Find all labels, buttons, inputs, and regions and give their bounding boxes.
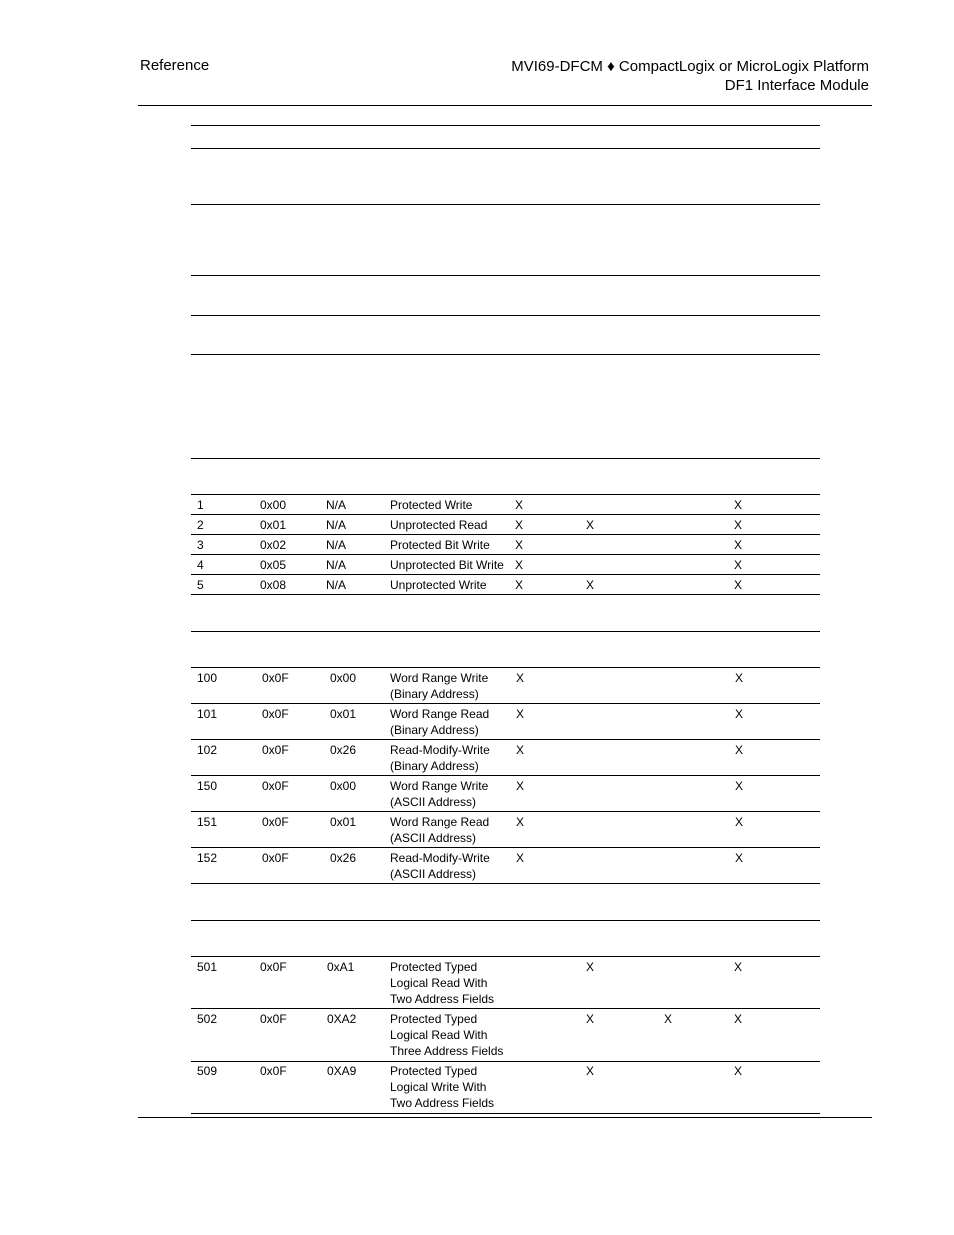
table-rule: [191, 534, 820, 535]
support-mark: X: [516, 779, 525, 793]
command-name: Protected Typed Logical Read With Three Address Fields: [390, 1012, 504, 1058]
command-name: Word Range Write (Binary Address): [390, 671, 489, 701]
command-code: 0x08: [260, 578, 287, 592]
table-rule: [191, 847, 820, 848]
function-code: 0XA2: [327, 1012, 357, 1026]
support-mark: X: [516, 851, 525, 865]
command-name: Unprotected Read: [390, 518, 488, 532]
function-code: N/A: [326, 558, 347, 572]
support-mark: X: [516, 815, 525, 829]
support-mark: X: [586, 1064, 595, 1078]
footer-rule: [138, 1117, 872, 1118]
table-rule: [191, 811, 820, 812]
table-rule: [191, 275, 820, 276]
command-number: 502: [197, 1012, 218, 1026]
command-name: Unprotected Write: [390, 578, 487, 592]
command-code: 0x00: [260, 498, 287, 512]
support-mark: X: [735, 815, 744, 829]
function-code: 0XA9: [327, 1064, 357, 1078]
command-code: 0x02: [260, 538, 287, 552]
table-rule: [191, 514, 820, 515]
command-code: 0x05: [260, 558, 287, 572]
support-mark: X: [734, 558, 743, 572]
product-title: MVI69-DFCM ♦ CompactLogix or MicroLogix Platform: [511, 58, 869, 75]
table-rule: [191, 667, 820, 668]
support-mark: X: [734, 538, 743, 552]
support-mark: X: [515, 498, 524, 512]
support-mark: X: [735, 779, 744, 793]
table-rule: [191, 631, 820, 632]
support-mark: X: [735, 707, 744, 721]
command-code: 0x0F: [262, 743, 289, 757]
table-rule: [191, 739, 820, 740]
support-mark: X: [734, 578, 743, 592]
document-title: [511, 57, 869, 95]
command-name: Word Range Read (ASCII Address): [390, 815, 490, 845]
command-code: 0x0F: [260, 1012, 287, 1026]
support-mark: X: [586, 1012, 595, 1026]
support-mark: X: [515, 538, 524, 552]
command-name: Protected Bit Write: [390, 538, 490, 552]
command-name: Read-Modify-Write (ASCII Address): [390, 851, 490, 881]
command-number: 101: [197, 707, 218, 721]
function-code: 0xA1: [327, 960, 355, 974]
command-code: 0x0F: [262, 779, 289, 793]
command-code: 0x0F: [262, 671, 289, 685]
support-mark: X: [734, 518, 743, 532]
support-mark: X: [734, 960, 743, 974]
header-rule: [138, 105, 872, 106]
command-name: Protected Typed Logical Read With Two Address Fields: [390, 960, 495, 1006]
support-mark: X: [664, 1012, 673, 1026]
command-number: 5: [197, 578, 204, 592]
function-code: N/A: [326, 498, 347, 512]
table-rule: [191, 148, 820, 149]
function-code: N/A: [326, 518, 347, 532]
support-mark: X: [586, 518, 595, 532]
command-number: 150: [197, 779, 218, 793]
command-name: Protected Write: [390, 498, 473, 512]
function-code: 0x00: [330, 779, 357, 793]
command-number: 3: [197, 538, 204, 552]
support-mark: X: [516, 707, 525, 721]
command-code: 0x0F: [260, 960, 287, 974]
support-mark: X: [735, 671, 744, 685]
support-mark: X: [735, 851, 744, 865]
command-number: 152: [197, 851, 218, 865]
support-mark: X: [515, 558, 524, 572]
support-mark: X: [734, 498, 743, 512]
function-code: 0x01: [330, 815, 357, 829]
table-rule: [191, 775, 820, 776]
function-code: 0x01: [330, 707, 357, 721]
support-mark: X: [735, 743, 744, 757]
section-title: Reference: [140, 57, 210, 74]
function-code: N/A: [326, 578, 347, 592]
command-name: Word Range Write (ASCII Address): [390, 779, 489, 809]
command-code: 0x0F: [260, 1064, 287, 1078]
command-code: 0x0F: [262, 707, 289, 721]
table-rule: [191, 1008, 820, 1009]
table-rule: [191, 883, 820, 884]
command-number: 501: [197, 960, 218, 974]
command-code: 0x0F: [262, 851, 289, 865]
support-mark: X: [515, 578, 524, 592]
table-rule: [191, 1061, 820, 1062]
table-rule: [191, 956, 820, 957]
support-mark: X: [586, 960, 595, 974]
command-number: 509: [197, 1064, 218, 1078]
command-number: 102: [197, 743, 218, 757]
table-rule: [191, 594, 820, 595]
function-code: 0x26: [330, 743, 357, 757]
command-name: Read-Modify-Write (Binary Address): [390, 743, 490, 773]
command-number: 1: [197, 498, 204, 512]
support-mark: X: [586, 578, 595, 592]
function-code: 0x26: [330, 851, 357, 865]
command-code: 0x0F: [262, 815, 289, 829]
table-rule: [191, 554, 820, 555]
support-mark: X: [515, 518, 524, 532]
command-number: 4: [197, 558, 204, 572]
support-mark: X: [516, 671, 525, 685]
function-code: N/A: [326, 538, 347, 552]
table-rule: [191, 920, 820, 921]
table-rule: [191, 574, 820, 575]
support-mark: X: [734, 1064, 743, 1078]
table-rule: [191, 703, 820, 704]
table-rule: [191, 354, 820, 355]
command-name: Unprotected Bit Write: [390, 558, 504, 572]
table-rule: [191, 315, 820, 316]
table-rule: [191, 494, 820, 495]
command-name: Word Range Read (Binary Address): [390, 707, 490, 737]
support-mark: X: [734, 1012, 743, 1026]
table-rule: [191, 204, 820, 205]
function-code: 0x00: [330, 671, 357, 685]
command-code: 0x01: [260, 518, 287, 532]
command-number: 100: [197, 671, 218, 685]
table-rule: [191, 458, 820, 459]
support-mark: X: [516, 743, 525, 757]
table-rule: [191, 1113, 820, 1114]
module-title: DF1 Interface Module: [724, 77, 869, 94]
command-number: 2: [197, 518, 204, 532]
command-name: Protected Typed Logical Write With Two Address Fields: [390, 1064, 495, 1110]
table-rule: [191, 125, 820, 126]
command-number: 151: [197, 815, 218, 829]
